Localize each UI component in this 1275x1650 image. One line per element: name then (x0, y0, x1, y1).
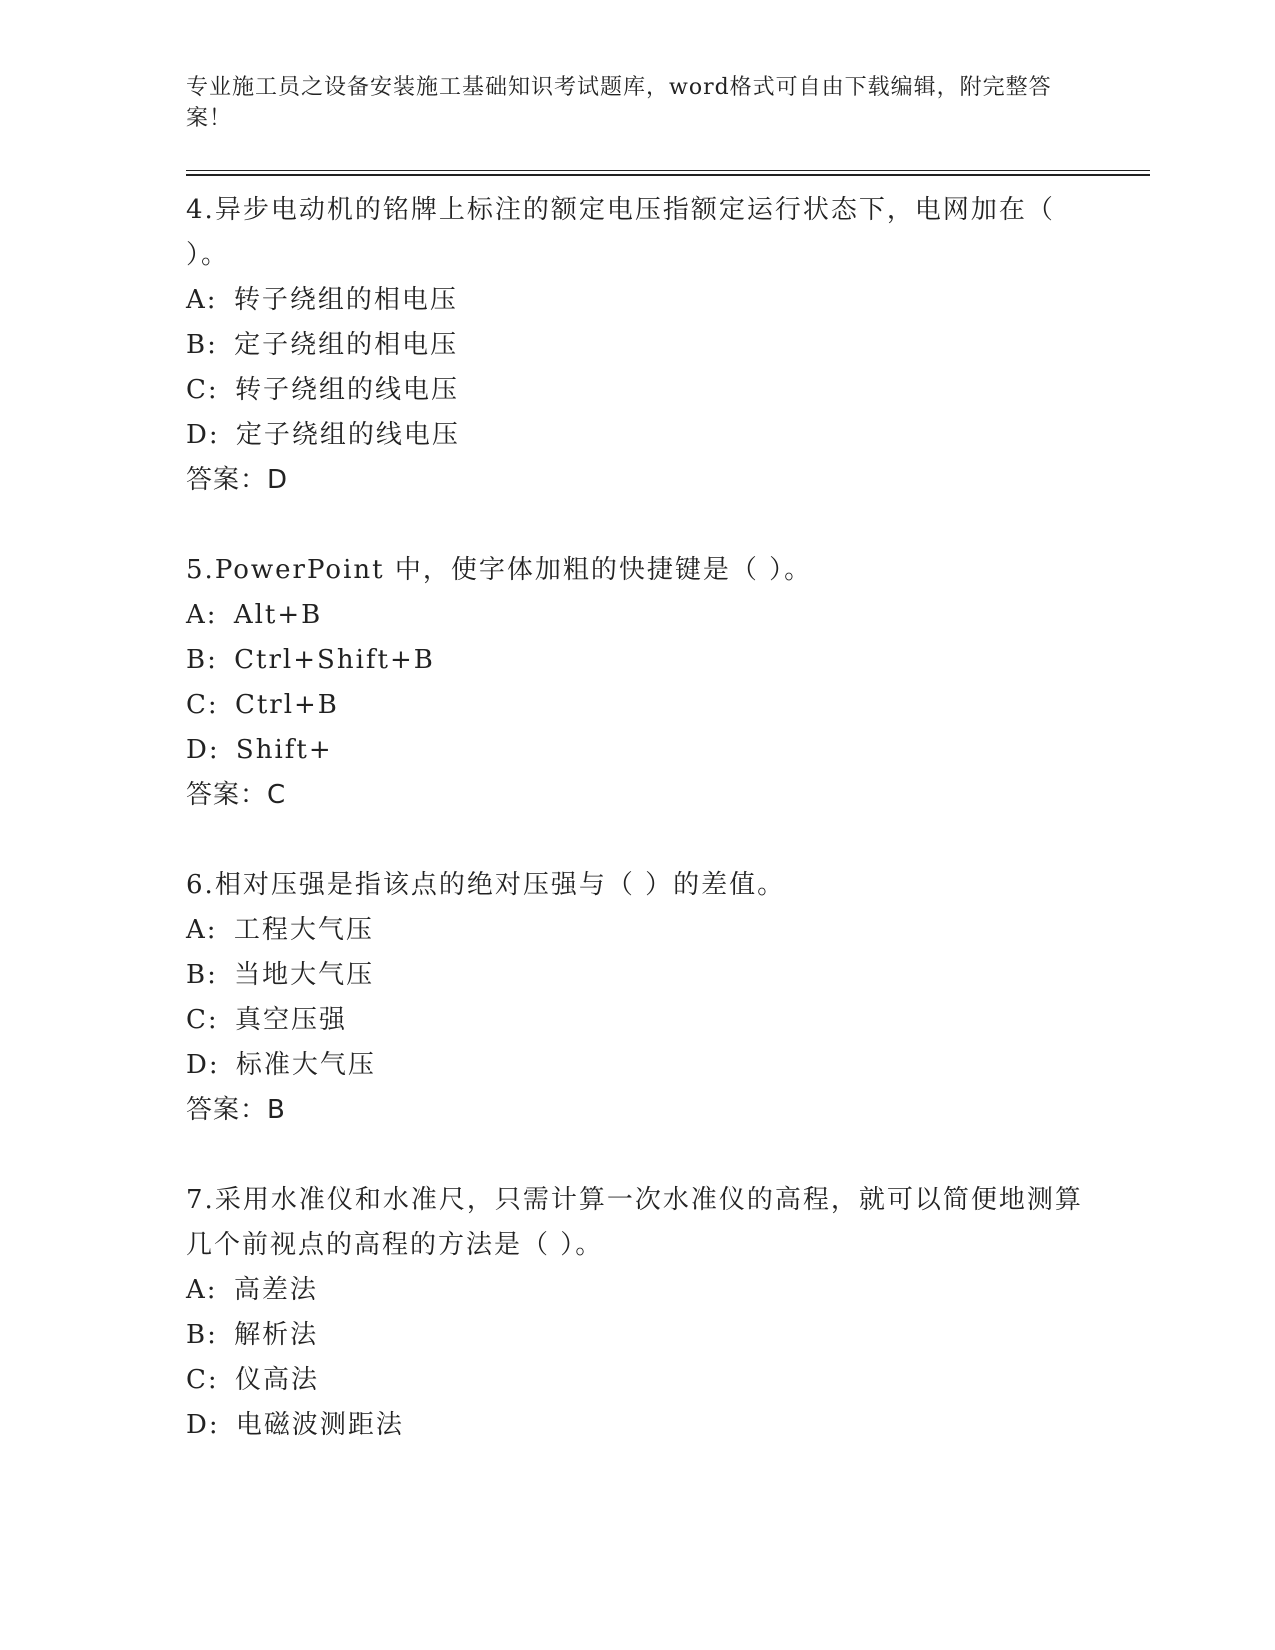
question-text: 采用水准仪和水准尺，只需计算一次水准仪的高程，就可以简便地测算几个前视点的高程的方法是（ ）。 (186, 1185, 1083, 1260)
option-letter: B : (186, 1320, 228, 1350)
option-text: 解析法 (234, 1320, 319, 1350)
option-text: Alt+B (233, 600, 323, 630)
option-letter: D : (186, 1050, 230, 1080)
option-letter: A : (186, 915, 228, 945)
option-b (186, 1313, 1086, 1358)
option-letter: B : (186, 645, 228, 675)
question-stem (186, 863, 1086, 908)
option-letter: B : (186, 330, 228, 360)
question-stem (186, 1178, 1086, 1268)
option-text: 真空压强 (234, 1005, 347, 1035)
option-text: Shift+ (235, 735, 333, 765)
option-letter: C : (186, 1365, 229, 1395)
option-a (186, 908, 1086, 953)
question-text: 相对压强是指该点的绝对压强与（ ）的差值。 (214, 870, 786, 900)
answer-line: 答案：D (186, 465, 289, 495)
answer-line: 答案：C (186, 780, 287, 810)
question-4 (186, 188, 1086, 503)
option-letter: C : (186, 1005, 229, 1035)
option-letter: A : (186, 1275, 228, 1305)
option-text: Ctrl+Shift+B (234, 645, 435, 675)
option-text: 仪高法 (234, 1365, 319, 1395)
question-text: 异步电动机的铭牌上标注的额定电压指额定运行状态下，电网加在（ ）。 (186, 195, 1055, 270)
option-c (186, 683, 1086, 728)
option-letter: B : (186, 960, 228, 990)
option-d (186, 1043, 1086, 1088)
question-number: 7 . (186, 1185, 215, 1215)
option-text: 转子绕组的相电压 (233, 285, 458, 315)
question-number: 6 . (186, 870, 215, 900)
option-letter: D : (186, 1410, 230, 1440)
answer-line: 答案：B (186, 1095, 286, 1125)
option-d (186, 1403, 1086, 1448)
option-text: 当地大气压 (234, 960, 375, 990)
question-5 (186, 548, 1086, 818)
header-divider-thin (186, 170, 1150, 171)
option-text: 标准大气压 (235, 1050, 376, 1080)
option-letter: A : (186, 600, 228, 630)
option-b (186, 638, 1086, 683)
header-text: 专业施工员之设备安装施工基础知识考试题库，word格式可自由下载编辑，附完整答案！ (186, 75, 1052, 131)
question-7 (186, 1178, 1086, 1448)
option-d (186, 728, 1086, 773)
option-letter: C : (186, 375, 229, 405)
option-text: 转子绕组的线电压 (234, 375, 459, 405)
option-c (186, 1358, 1086, 1403)
option-text: 定子绕组的相电压 (234, 330, 459, 360)
option-letter: D : (186, 420, 230, 450)
option-text: Ctrl+B (234, 690, 339, 720)
question-text: PowerPoint 中，使字体加粗的快捷键是（ ）。 (214, 555, 813, 585)
question-list (186, 188, 1086, 1493)
option-text: 定子绕组的线电压 (235, 420, 460, 450)
document-header (186, 72, 1066, 134)
option-d (186, 413, 1086, 458)
option-letter: D : (186, 735, 230, 765)
option-a (186, 593, 1086, 638)
option-a (186, 278, 1086, 323)
option-c (186, 998, 1086, 1043)
question-number: 4 . (186, 195, 215, 225)
option-text: 高差法 (233, 1275, 318, 1305)
option-text: 工程大气压 (233, 915, 374, 945)
option-letter: C : (186, 690, 229, 720)
option-a (186, 1268, 1086, 1313)
option-b (186, 323, 1086, 368)
option-c (186, 368, 1086, 413)
question-stem (186, 188, 1086, 278)
option-letter: A : (186, 285, 228, 315)
question-number: 5 . (186, 555, 215, 585)
question-6 (186, 863, 1086, 1133)
option-text: 电磁波测距法 (235, 1410, 404, 1440)
option-b (186, 953, 1086, 998)
header-divider-thick (186, 174, 1150, 176)
question-stem (186, 548, 1086, 593)
